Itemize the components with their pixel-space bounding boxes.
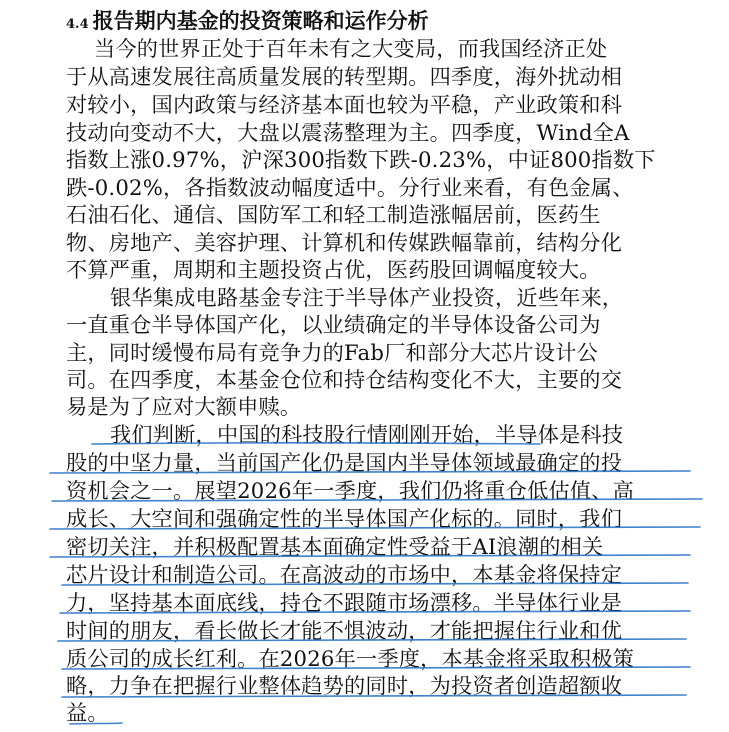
text-line: 一直重仓半导体国产化，以业绩确定的半导体设备公司为 — [66, 312, 601, 337]
text-line: 股的中坚力量，当前国产化仍是国内半导体领域最确定的投 — [66, 450, 623, 475]
text-line: 司。在四季度，本基金仓位和持仓结构变化不大，主要的交 — [66, 367, 623, 392]
text-line: 技动向变动不大，大盘以震荡整理为主。四季度，Wind全A — [66, 120, 630, 145]
section-number: 4.4 — [66, 17, 89, 32]
text-line: 芯片设计和制造公司。在高波动的市场中，本基金将保持定 — [66, 562, 623, 587]
text-line: 易是为了应对大额申赎。 — [66, 394, 302, 419]
text-line: 主，同时缓慢布局有竞争力的Fab厂和部分大芯片设计公 — [66, 340, 598, 365]
text-line: 不算严重，周期和主题投资占优，医药股回调幅度较大。 — [66, 257, 601, 282]
text-line: 成长、大空间和强确定性的半导体国产化标的。同时，我们 — [66, 506, 623, 531]
text-line: 物、房地产、美容护理、计算机和传媒跌幅靠前，结构分化 — [66, 230, 623, 255]
section-title: 报告期内基金的投资策略和运作分析 — [92, 9, 429, 33]
text-line: 于从高速发展往高质量发展的转型期。四季度，海外扰动相 — [66, 64, 623, 89]
text-line: 对较小，国内政策与经济基本面也较为平稳，产业政策和科 — [66, 92, 623, 117]
text-line: 我们判断，中国的科技股行情刚刚开始，半导体是科技 — [110, 422, 624, 447]
text-line: 时间的朋友，看长做长才能不惧波动，才能把握住行业和优 — [66, 618, 623, 643]
text-line: 略，力争在把握行业整体趋势的同时，为投资者创造超额收 — [66, 673, 623, 698]
text-line: 当今的世界正处于百年未有之大变局，而我国经济正处 — [94, 36, 608, 61]
section-heading — [66, 8, 429, 38]
text-line: 石油石化、通信、国防军工和轻工制造涨幅居前，医药生 — [66, 202, 601, 227]
text-line: 益。 — [66, 700, 109, 725]
text-line: 力，坚持基本面底线，持仓不跟随市场漂移。半导体行业是 — [66, 590, 623, 615]
text-line: 资机会之一。展望2026年一季度，我们仍将重仓低估值、高 — [66, 478, 635, 503]
text-line: 指数上涨0.97%，沪深300指数下跌-0.23%，中证800指数下 — [66, 147, 656, 172]
text-line: 跌-0.02%，各指数波动幅度适中。分行业来看，有色金属、 — [66, 175, 634, 200]
text-line: 质公司的成长红利。在2026年一季度，本基金将采取积极策 — [66, 646, 635, 671]
text-line: 银华集成电路基金专注于半导体产业投资，近些年来， — [110, 285, 624, 310]
text-line: 密切关注，并积极配置基本面确定性受益于AI浪潮的相关 — [66, 534, 604, 559]
